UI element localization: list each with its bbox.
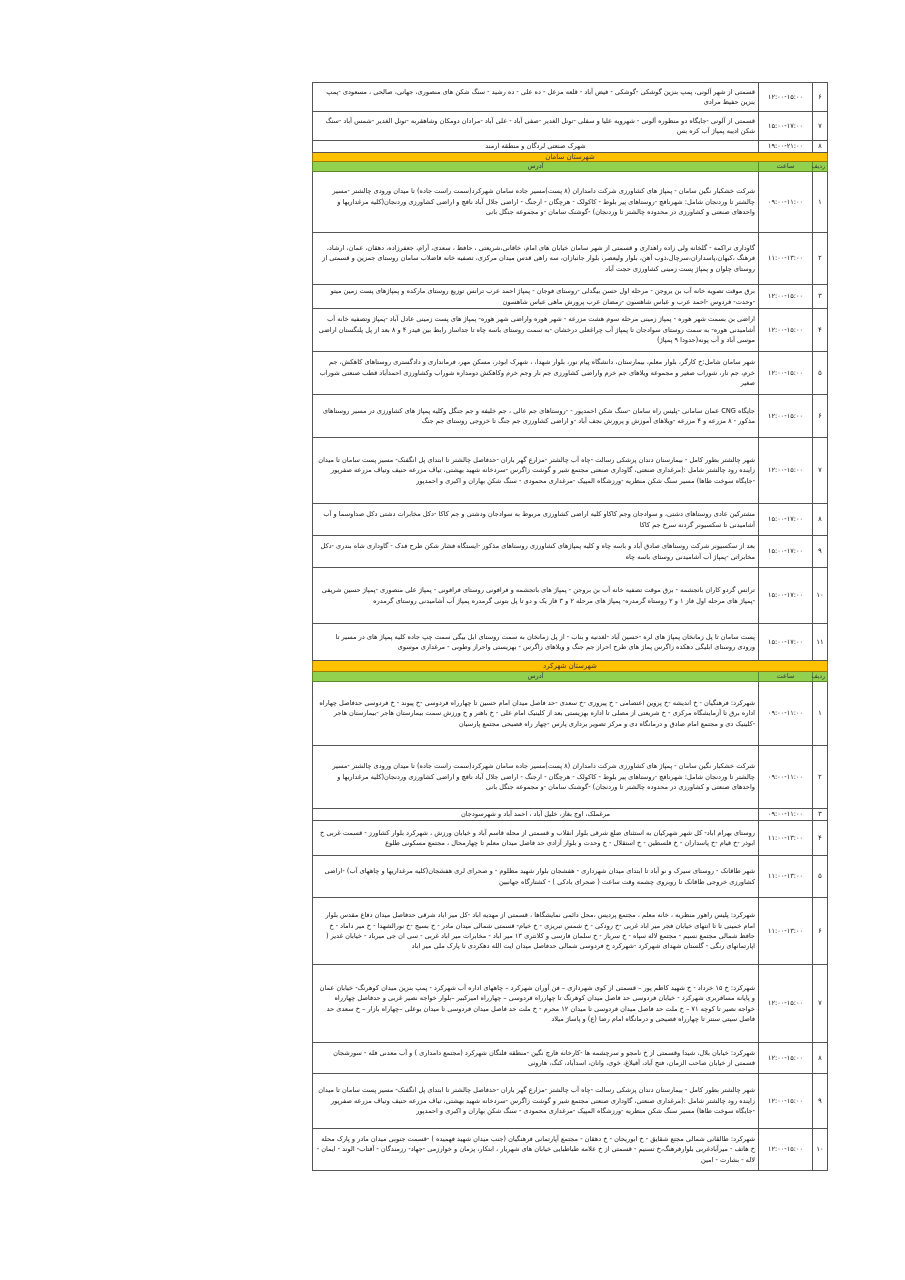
row-number: ۹ [813, 536, 828, 568]
column-header-row [313, 672, 828, 682]
time-cell: ۱۵:۰۰-۱۷:۰۰ [759, 112, 813, 141]
address-cell: شهر چالشتر بطور کامل - بیمارستان دندان پزشکی رسالت -چاه آب چالشتر -مزارع گهر باران -حدفاصل چالشتر تا ابتدای پل انگفنک- مسیر پست سامان تا میدان زاینده رود چالشتر شامل :(مرغداری صنعتی، گاوداری صنعتی مجتمع شیر و گوشت زاگرس -سردخانه شهید بهشتی، تیاف مزرعه حنیف وتیاف مزرعه صفرپور -جایگاه سوخت طاها) مسیر سنگ شکن منظریه -ورزشگاه المپیک -مرغداری محمودی - سنگ شکن بهاران و اکبری و احمدپور [313, 438, 759, 504]
section-title: شهرستان سامان [313, 153, 828, 162]
time-cell: ۱۹:۰۰-۲۱:۰۰ [759, 141, 813, 153]
table-row [313, 1074, 828, 1129]
time-cell: ۰۹:۰۰-۱۱:۰۰ [759, 172, 813, 233]
address-cell: شهر چالشتر بطور کامل - بیمارستان دندان پزشکی رسالت -چاه آب چالشتر -مزارع گهر باران -حدفاصل چالشتر تا ابتدای پل انگفنک- مسیر پست سامان تا میدان زاینده رود چالشتر شامل :(مرغداری صنعتی، گاوداری صنعتی مجتمع شیر و گوشت زاگرس -سردخانه شهید بهشتی، تیاف مزرعه حنیف وتیاف مزرعه صفرپور -جایگاه سوخت طاها) مسیر سنگ شکن منظریه -ورزشگاه المپیک -مرغداری محمودی - سنگ شکن بهاران و اکبری و احمدپور [313, 1074, 759, 1129]
time-cell: ۱۲:۰۰-۱۵:۰۰ [759, 1129, 813, 1171]
column-header-address: آدرس [313, 162, 759, 172]
row-number: ۱۰ [813, 568, 828, 624]
address-cell: مرغملک، اوج بغاز، خلیل آباد ، احمد آباد و شهرسودجان [313, 809, 759, 821]
time-cell: ۱۲:۰۰-۱۵:۰۰ [759, 83, 813, 112]
section-header-shahrekord [313, 661, 828, 672]
table-row [313, 504, 828, 536]
row-number: ۸ [813, 504, 828, 536]
row-number: ۹ [813, 1074, 828, 1129]
row-number: ۶ [813, 83, 828, 112]
time-cell: ۱۲:۰۰-۱۵:۰۰ [759, 1074, 813, 1129]
address-cell: جایگاه CNG عمان سامانی -پلیس راه سامان -سنگ شکن احمدپور - -روستاهای جم عالی ، جم خلیفه و جم جنگل وکلیه پمپاژ های کشاورزی در مسیر روستاهای مذکور - ۸ مزرعه و ۴ مزرعه -ویلاهای آموزش و پرورش نجف آباد -و اراضی کشاورزی جم جنگ تا خروجی روستای جم جنگ [313, 395, 759, 438]
row-number: ۵ [813, 352, 828, 395]
address-cell: شهر سامان شامل:خ کارگر، بلوار معلم، بیمارستان، دانشگاه پیام نور، بلوار شهدا، ، شهرک ابوذر، مسکن مهر، فرمانداری و دادگستری روستاهای کاهکش، جم خرم، جم نار، شوراب صغیر و مجموعه ویلاهای جم خرم واراضی کشاورزی جم نار وجم خرم وکاهکش دومداره شوراب وکشاورزی احمدآباد قطب صنعتی شوراب صغیر [313, 352, 759, 395]
table-row [313, 352, 828, 395]
time-cell: ۱۲:۰۰-۱۵:۰۰ [759, 285, 813, 309]
table-row [313, 141, 828, 153]
row-number: ۶ [813, 395, 828, 438]
time-cell: ۱۲:۰۰-۱۵:۰۰ [759, 309, 813, 352]
time-cell: ۱۲:۰۰-۱۵:۰۰ [759, 352, 813, 395]
time-cell: ۱۱:۰۰-۱۳:۰۰ [759, 233, 813, 285]
time-cell: ۱۲:۰۰-۱۵:۰۰ [759, 1043, 813, 1074]
address-cell: شهرکرد: پلیس راهور منظریه ، خانه معلم ، مجتمع پردیس ،محل دائمی نمایشگاها ، قسمتی از مهدیه اباد -کل میر اباد شرقی حدفاصل میدان دفاع مقدس بلوار امام خمینی تا تا انتهای خیابان فجر میر اباد غربی -خ رودکی - خ شمس تبریزی - خ خیام- قسمتی شمالی میدان مادر - خ بسیج -خ نورالشهدا - خ میر داماد - خ حافظ شمالی مجتمع نسیم - مجتمع لاله سپاه - خ سرباز - خ سلمان فارسی و کلانتری ۱۳ میر اباد - مخابرات میر اباد غربی - سی ان جی میرباد - خیابان غدیر ( اپارتمانهای رنگی - گلستان شهدای شهرکرد -شهرکرد خ فردوسی شمالی حدفاصل میدان ایت الله دهکردی تا پارک ملی میر اباد [313, 898, 759, 965]
section-title: شهرستان شهرکرد [313, 661, 828, 672]
row-number: ۱ [813, 682, 828, 746]
table-row [313, 83, 828, 112]
column-header-time: ساعت [759, 162, 813, 172]
time-cell: ۱۵:۰۰-۱۷:۰۰ [759, 536, 813, 568]
row-number: ۸ [813, 1043, 828, 1074]
table-row [313, 624, 828, 661]
address-cell: مشترکین عادی روستاهای دشتی، و سوادجان وجم کاکاو کلیه اراضی کشاورزی مربوط به سوادجان ودشتی و جم کاکا -دکل مخابرات دشتی دکل صداوسما و آب آشامیدنی تا سکسیونر گردنه سرخ جم کاکا [313, 504, 759, 536]
row-number: ۷ [813, 112, 828, 141]
column-header-address: آدرس [313, 672, 759, 682]
table-row [313, 112, 828, 141]
table-row [313, 568, 828, 624]
table-row [313, 438, 828, 504]
table-row [313, 746, 828, 809]
column-header-row-number: ردیف [813, 162, 828, 172]
address-cell: روستای بهرام اباد- کل شهر شهرکیان به استثنای ضلع شرقی بلوار انقلاب و قسمتی از محله قاسم آباد و خیابان ورزش ، شهرکرد بلوار کشاورز - قسمت غربی خ ابوذر -خ قیام -خ پاسداران - خ فلسطین - خ استقلال - خ وحدت و بلوار آزادی حد فاصل میدان معلم تا چهارمحال ، مجتمع مسکونی طلوع [313, 821, 759, 856]
time-cell: ۱۵:۰۰-۱۷:۰۰ [759, 568, 813, 624]
row-number: ۴ [813, 821, 828, 856]
address-cell: پست سامان تا پل زمانخان پمپاژ های لره -حسین آباد -لغدنیه و بناب - از پل زمانخان به سمت روستای ابل بیگی سمت چپ جاده کلیه پمپاژ های در مسیر تا ورودی روستای ابلیگی دهکده زاگرس پماژ های طرح احراز جم جنگ و ویلاهای زاگرس - بهزیستی واحراز وطوبی - مرغداری موسوی [313, 624, 759, 661]
address-cell: گاوداری تراکمه - گلخانه ولی زاده راهداری و قسمتی از شهر سامان خیابان های امام، خاقانی،شریعتی ، حافظ ، سعدی، آرام، جعفرزاده، دهقان، عمان، ارشاد، فرهنگ ،کیهان،پاسداران،سرچال،ذوب آهن، بلوار ولیعصر، بلوار جانبازان، سه راهی قدس میدان مرکزی، تصفیه خانه فاضلاب سامان روستای جمزین و قسمتی از روستای چلوان و پمپاژ پست زمینی کشاورزی حجت آباد [313, 233, 759, 285]
address-cell: شهرکرد: طالقانی شمالی مجتع شقایق - خ ابوریحان - خ دهقان - مجتمع آپارتمانی فرهنگیان (جنب میدان شهید فهمیده ) -قسمت جنوبی میدان مادر و پارک محله خ هاتف - میرآبادغربی بلوارفرهنگ،خ تسنیم - قسمتی از خ علامه طباطبایی خیابان های شهریار ، ابتکار، پزمان و خوارزمی -جهاد- رزمندگان - آفتاب- الوند - ایمان - لاله - بشارت - امین [313, 1129, 759, 1171]
address-cell: شرکت خشکبار نگین سامان - پمپاژ های کشاورزی شرکت دامداران (۸ پست)مسیر جاده سامان شهرکرد(سمت راست جاده) تا میدان ورودی چالشتر -مسیر چالشتر تا وردنجان شامل: شهرنافچ -روستاهای پیر بلوط - کاکولک - هرچگان - ارجنگ - اراضی جلال آباد نافچ و اراضی کشاورزی وردنجان(کلیه مرغداریها و واحدهای صنعتی و کشاورزی در محدوده چالشتر تا وردنجان) -گوشنک سامان -و مجموعه جنگل بانی [313, 746, 759, 809]
time-cell: ۱۲:۰۰-۱۵:۰۰ [759, 395, 813, 438]
time-cell: ۱۱:۰۰-۱۳:۰۰ [759, 898, 813, 965]
time-cell: ۰۹:۰۰-۱۱:۰۰ [759, 809, 813, 821]
time-cell: ۱۲:۰۰-۱۵:۰۰ [759, 965, 813, 1043]
row-number: ۱۰ [813, 1129, 828, 1171]
time-cell: ۱۵:۰۰-۱۷:۰۰ [759, 504, 813, 536]
column-header-row-number: ردیف [813, 672, 828, 682]
row-number: ۱ [813, 172, 828, 233]
row-number: ۸ [813, 141, 828, 153]
table-row [313, 536, 828, 568]
row-number: ۳ [813, 285, 828, 309]
address-cell: شهرکرد: خ ۱۵ خرداد - خ شهید کاظم پور – قسمتی از کوی شهرداری – فن آوران شهرکرد – چاههای اداره آب شهرکرد - پمپ بنزین میدان کوهرنگ- خیابان عمان و پایانه مسافربری شهرکرد - خیابان فردوسی حد فاصل میدان کوهرنگ تا چهارراه فردوسی – چهارراه امیرکبیر –بلوار خواجه نصیر غربی و حدفاصل چهارراه خواجه نصیر تا کوچه ۷۱ – خ ملت حد فاصل میدان فردوسی تا میدان ۱۲ محرم - خ ملت حد فاصل میدان فردوسی تا میدان بوعلی –چهاراه بازار – خ سعدی حد فاصل سیتی سنتر تا چهارراه فصیحی و درمانگاه امام رضا (ع) و پاساژ میلاد [313, 965, 759, 1043]
column-header-row [313, 162, 828, 172]
address-cell: برق موقت تصویه خانه آب بن بروجن - مرحله اول حسن بیگدلی -روستای فوجان - پمپاژ احمد عرب ترانس توزیع روستای مارکده و پمپاژهای پست زمین میتو -وحدت- فردوس -احمد عرب و عباس شاهسون -رمضان عرب پرورش ماهی عباس شاهسون [313, 285, 759, 309]
address-cell: شهرکرد: فرهنگیان - خ اندیشه -خ پروین اعتصامی - خ پیروزی -خ سعدی -حد فاصل میدان امام حسین تا چهارراه فردوسی -خ پیوند - خ فردوسی حدفاصل چهاراه اداره برق تا آزمایشگاه مرکزی - خ شریعتی از مصلی تا اداره بهزیستی بعد از کلینیک امام علی - خ باهنر و خ ورزش سمت بیمارستان هاجر -بیمارستان هاجر -کلینیک دی و مجتمع امام صادق و درمانگاه دی و مرکز تصویر برداری پارس -چهار راه فصیحی مجتمع پارسیان [313, 682, 759, 746]
column-header-time: ساعت [759, 672, 813, 682]
row-number: ۴ [813, 309, 828, 352]
time-cell: ۱۱:۰۰-۱۳:۰۰ [759, 856, 813, 898]
row-number: ۲ [813, 746, 828, 809]
row-number: ۶ [813, 898, 828, 965]
address-cell: قسمتی از شهر آلونی، پمپ بنزین گوشکی -گوشکی - فیض آباد - قلعه مزعل - ده علی - ده رشید - سنگ شکن های منصوری، جهانی، صالحی ، مسعودی -پمپ بنزین حفیظ مرادی [313, 83, 759, 112]
table-row [313, 285, 828, 309]
outage-schedule-page [312, 82, 828, 1171]
table-row [313, 172, 828, 233]
address-cell: شهرک صنعتی لردگان و منطقه ارمند [313, 141, 759, 153]
table-row [313, 965, 828, 1043]
table-row [313, 809, 828, 821]
row-number: ۵ [813, 856, 828, 898]
table-row [313, 1129, 828, 1171]
address-cell: شهرکرد: خیابان بلال، شیدا وقسمتی از خ نامجو و سرچشمه ها -کارخانه فارچ نگین -منطقه فلنگان شهرکرد (مجتمع دامداری ) و آب معدنی فله - سورشجان قسمتی از خیابان صاحب الزمان، فتح آباد، آفیلاغ، خوی، وانان، اسدآباد، کنگ، هارونی [313, 1043, 759, 1074]
row-number: ۳ [813, 809, 828, 821]
time-cell: ۰۹:۰۰-۱۱:۰۰ [759, 682, 813, 746]
table-row [313, 898, 828, 965]
time-cell: ۰۹:۰۰-۱۱:۰۰ [759, 746, 813, 809]
table-row [313, 233, 828, 285]
address-cell: شرکت خشکبار نگین سامان - پمپاژ های کشاورزی شرکت دامداران (۸ پست)مسیر جاده سامان شهرکرد(سمت راست جاده) تا میدان ورودی چالشتر -مسیر چالشتر تا وردنجان شامل: شهرنافچ -روستاهای پیر بلوط - کاکولک - هرچگان - ارجنگ - اراضی جلال آباد نافچ و اراضی کشاورزی وردنجان(کلیه مرغداریها و واحدهای صنعتی و کشاورزی در محدوده چالشتر تا وردنجان) -گوشنک سامان -و مجموعه جنگل بانی [313, 172, 759, 233]
table-row [313, 395, 828, 438]
address-cell: ترانس گردو کاران باتجشمه - برق موقت تصفیه خانه آب بن بروجن - پمپاژ های باتجشمه و فرافونی روستای فرافونی - پمپاژ علی منصوری -پمپاژ حسین شریفی -پمپاژ های مرحله اول فاز ۱ و ۲ روستاه گرمدره- پمپاژ های مرحله ۲ و ۳ فاز یک و دو تا پل بتونی گرمدره پمپاژ آب آشامیدنی روستای گرمدره [313, 568, 759, 624]
address-cell: بعد از سکسیونر شرکت روستاهای صادق آباد و باسه چاه و کلیه پمپاژهای کشاورزی روستاهای مذکور -ایستگاه فشار شکن طرح فدک - گاوداری شاه بندری -دکل مخابراتی -پمپاژ آب آشامیدنی روستای باسه چاه [313, 536, 759, 568]
table-row [313, 821, 828, 856]
table-row [313, 682, 828, 746]
table-row [313, 1043, 828, 1074]
row-number: ۷ [813, 438, 828, 504]
row-number: ۱۱ [813, 624, 828, 661]
row-number: ۷ [813, 965, 828, 1043]
address-cell: شهر طاقانک - روستای سیرک و نو آباد تا ابتدای میدان شهرداری - هفشجان بلوار شهید مظلوم - و صحرای لری هفشجان(کلیه مرغداریها و چاههای آب) -اراضی کشاورزی خروجی طاقانک تا روبروی چشمه وقت ساعت ( صحرای بادکی ) - کشتارگاه جهانبین [313, 856, 759, 898]
row-number: ۲ [813, 233, 828, 285]
table-row [313, 856, 828, 898]
time-cell: ۱۲:۰۰-۱۵:۰۰ [759, 438, 813, 504]
table-row [313, 309, 828, 352]
address-cell: قسمتی از آلونی -جایگاه دو منظوره آلونی - شهرویه علیا و سفلی -تونل الغدیر -صفی آباد - علی آباد -مرادان دومکان وشاهقربه -تونل الغدیر -شمس آباد -سنگ شکن ادیبه پمپاژ آب کره بس [313, 112, 759, 141]
time-cell: ۱۱:۰۰-۱۳:۰۰ [759, 821, 813, 856]
time-cell: ۱۵:۰۰-۱۷:۰۰ [759, 624, 813, 661]
outage-schedule-table [312, 82, 828, 1171]
section-header-saman [313, 153, 828, 162]
address-cell: اراضی بن بسمت شهر هوره - پمپاژ زمینی مرحله سوم هشت مزرعه - شهر هوره واراضی شهر هوره- پمپاژ های پست زمینی عادل آباد -پمپاژ وتصفیه خانه آب آشامیدنی هوره- به سمت روستای سوادجان تا پمپاژ آب چراغعلی درخشان -به سمت روستای باسه چاه تا جداساز رابط بین فیدر ۴ و ۸ بعد از پل پلنگستان اراضی موسی آباد و آب پونه(حدودا ۹ پمپاژ) [313, 309, 759, 352]
